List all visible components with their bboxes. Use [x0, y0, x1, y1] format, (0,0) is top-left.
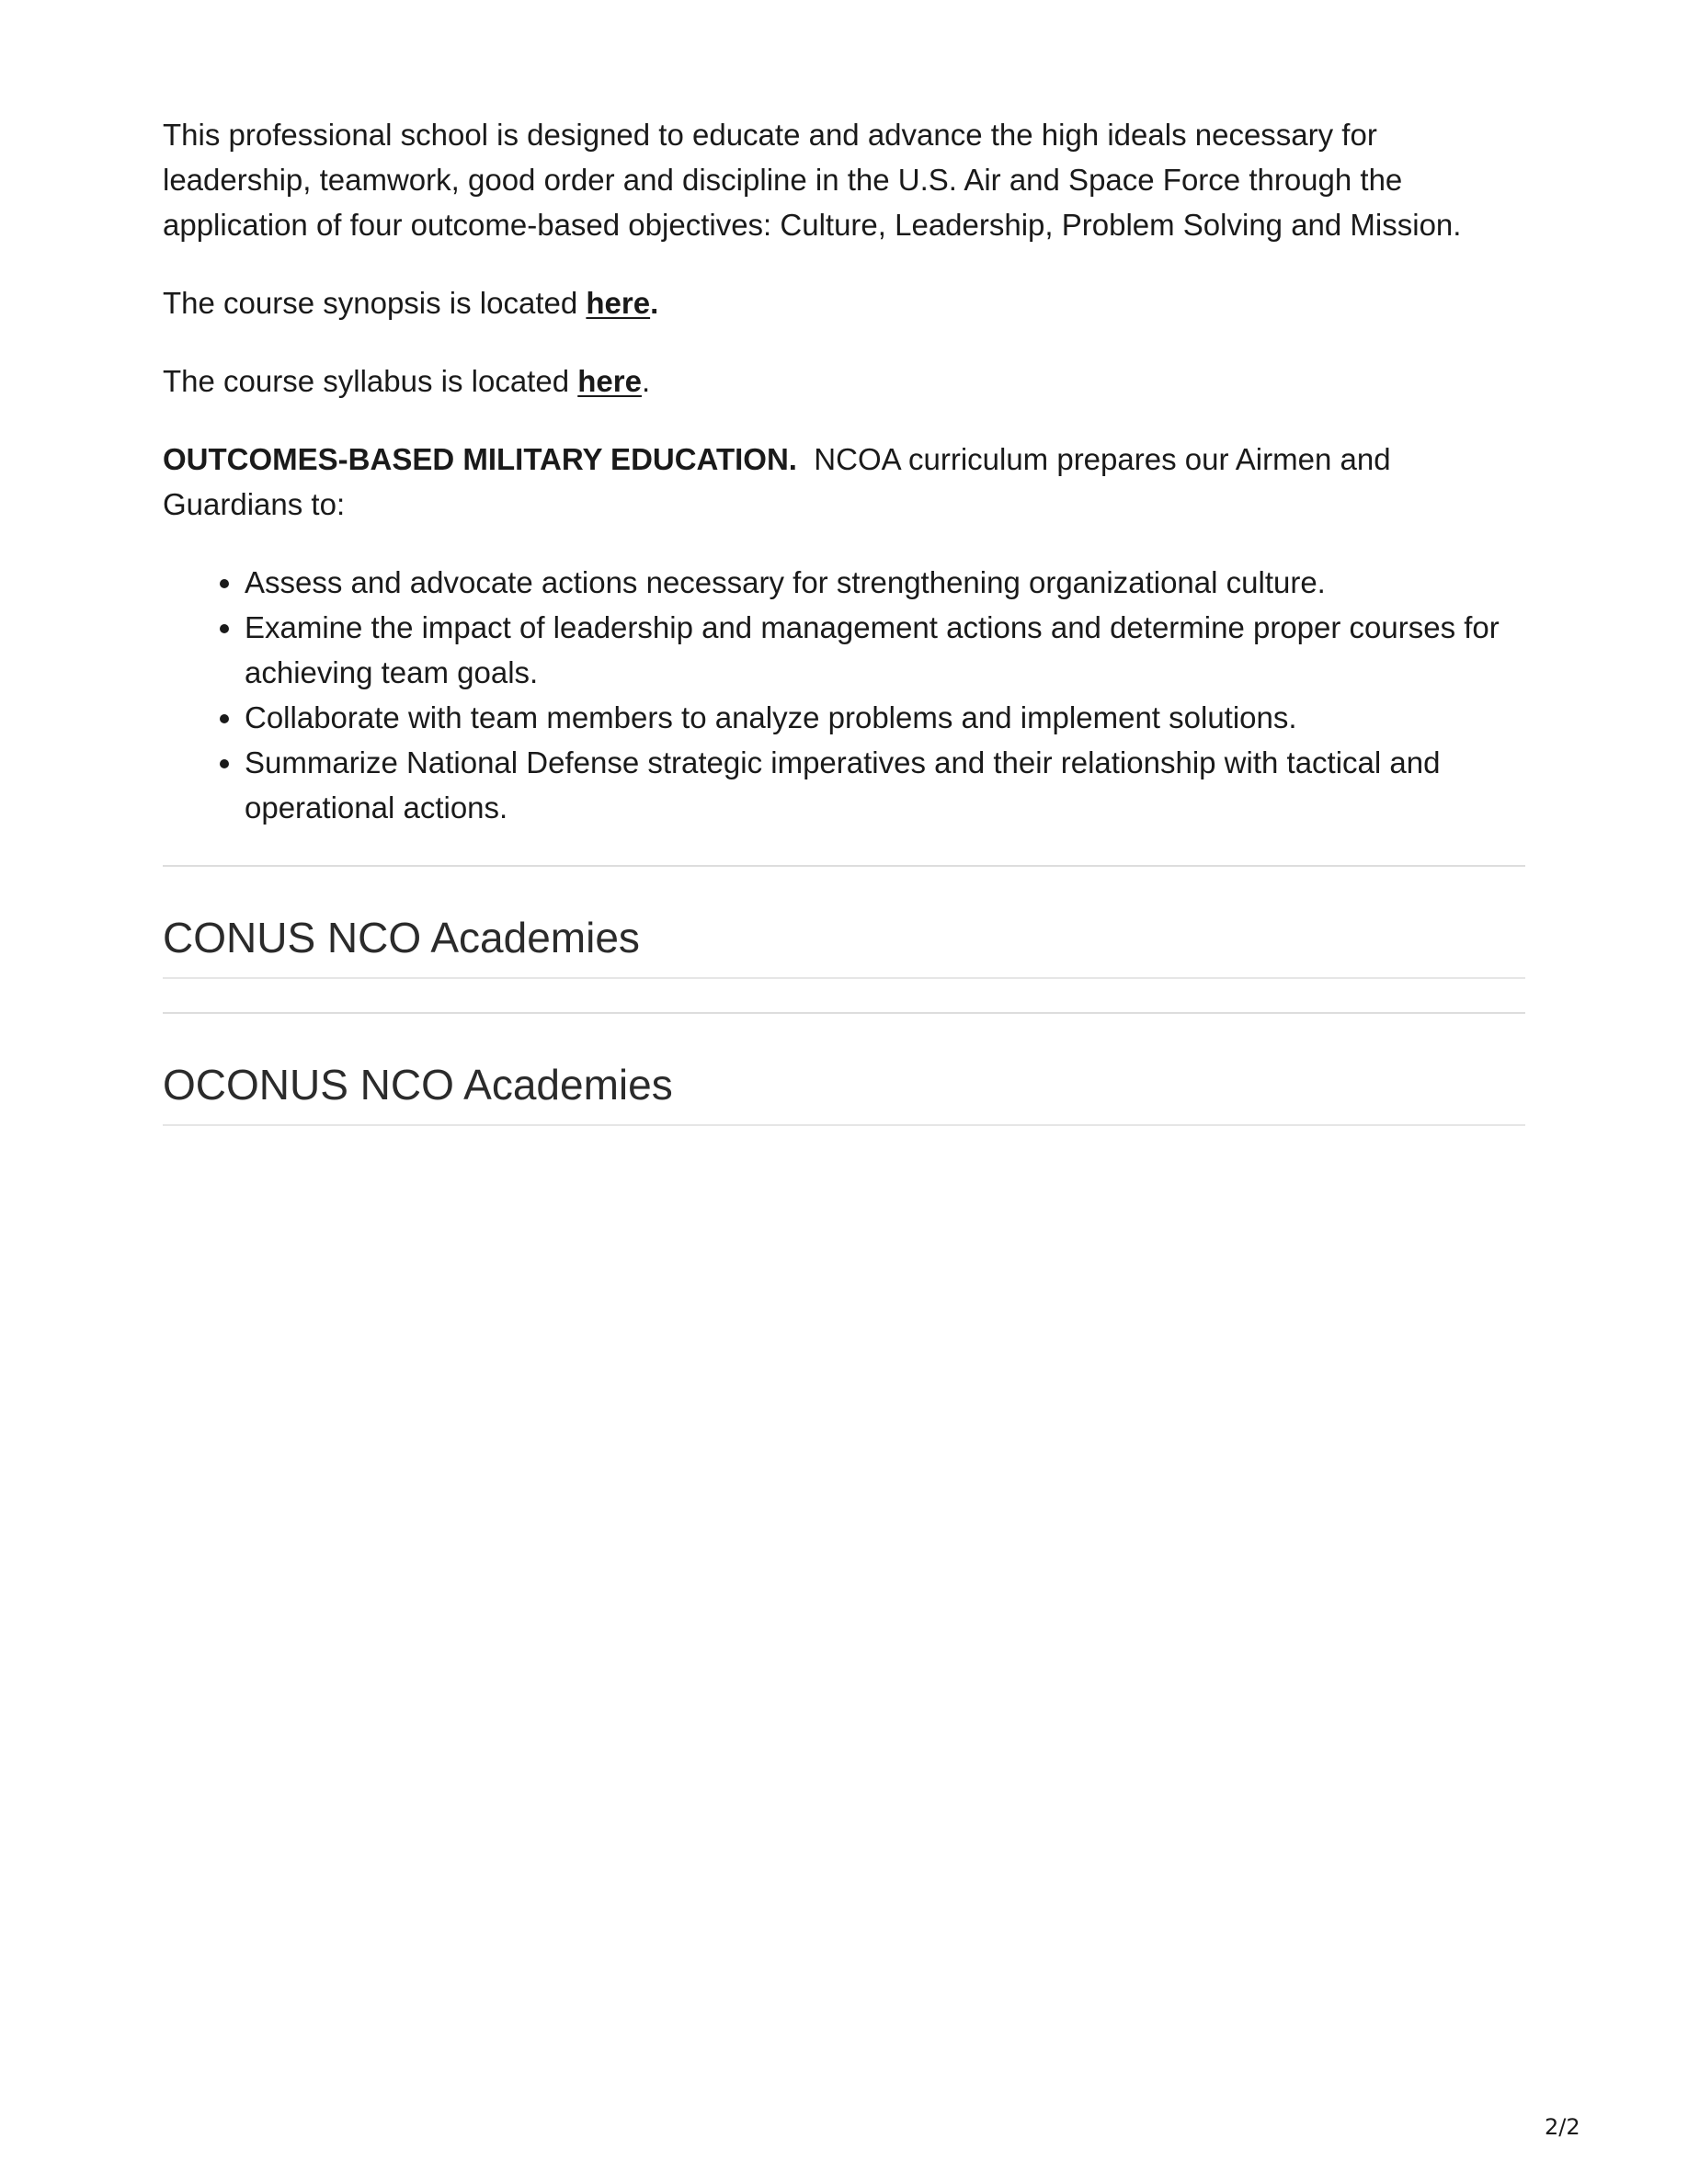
outcomes-heading: OUTCOMES-BASED MILITARY EDUCATION. — [163, 442, 797, 476]
outcomes-text: NCOA curriculum prepares our Airmen and Guardians to: — [163, 442, 1391, 521]
page-content — [163, 112, 1525, 1126]
syllabus-period: . — [641, 364, 651, 398]
academies-accordion — [163, 865, 1525, 1126]
page-number: 2/2 — [1545, 2114, 1580, 2140]
list-item: • Collaborate with team members to analyze problems and implement solutions. — [245, 695, 1525, 740]
syllabus-text: The course syllabus is located — [163, 364, 578, 398]
syllabus-paragraph — [163, 358, 1525, 404]
accordion-toggle-conus[interactable]: CONUS NCO Academies — [163, 914, 640, 961]
synopsis-paragraph — [163, 280, 1525, 325]
synopsis-period: . — [650, 286, 659, 320]
list-item: • Examine the impact of leadership and management actions and determine proper courses for achieving team goals. — [245, 605, 1525, 695]
accordion-section-oconus — [163, 1012, 1525, 1126]
objectives-list — [163, 560, 1525, 830]
list-item: • Assess and advocate actions necessary for strengthening organizational culture. — [245, 560, 1525, 605]
accordion-section-conus — [163, 865, 1525, 979]
synopsis-link[interactable]: here — [586, 286, 651, 320]
intro-paragraph: This professional school is designed to educate and advance the high ideals necessary for leadership, teamwork, good order and discipline in the U.S. Air and Space Force through the application of four outcome-based objectives: Culture, Leadership, Problem Solving and Mission. — [163, 118, 1462, 242]
list-item: • Summarize National Defense strategic imperatives and their relationship with tactical and operational actions. — [245, 740, 1525, 830]
accordion-toggle-oconus[interactable]: OCONUS NCO Academies — [163, 1061, 673, 1109]
outcomes-paragraph — [163, 437, 1525, 527]
synopsis-text: The course synopsis is located — [163, 286, 587, 320]
syllabus-link[interactable]: here — [577, 364, 642, 398]
